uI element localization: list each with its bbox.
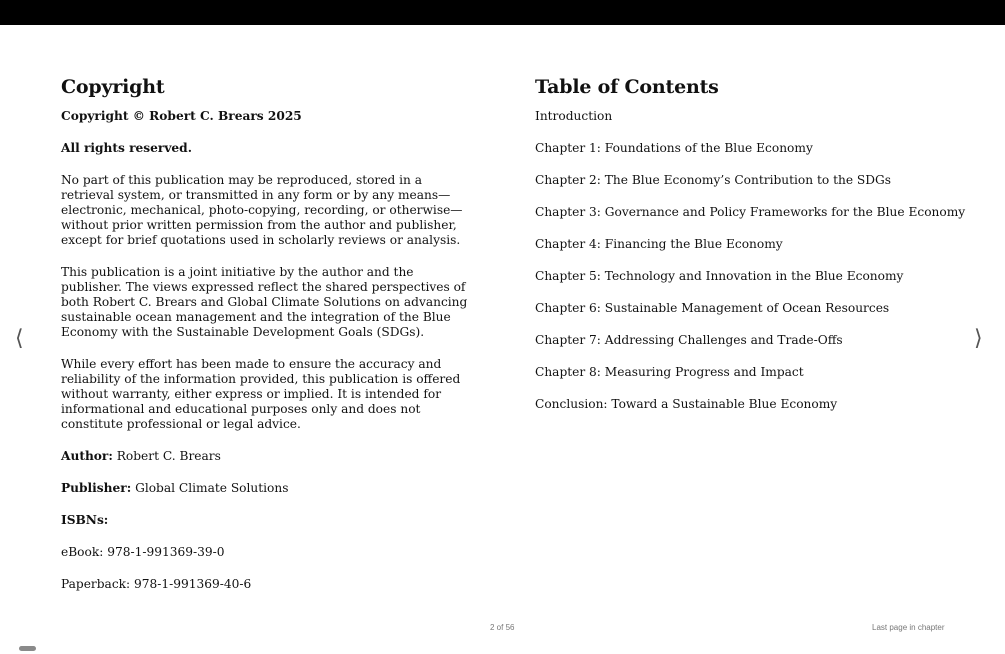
previous-page-button[interactable] (15, 326, 24, 352)
toc-item-chapter-1[interactable]: Chapter 1: Foundations of the Blue Economy (535, 141, 813, 155)
publisher-value: Global Climate Solutions (131, 481, 289, 495)
toc-item-chapter-7[interactable]: Chapter 7: Addressing Challenges and Trade-Offs (535, 333, 843, 347)
chevron-right-icon: ⟩ (974, 326, 983, 351)
toc-item-chapter-5[interactable]: Chapter 5: Technology and Innovation in the Blue Economy (535, 269, 904, 283)
copyright-page (61, 74, 473, 609)
chapter-status: Last page in chapter (872, 623, 945, 632)
copyright-line: Copyright © Robert C. Brears 2025 (61, 109, 302, 123)
initiative-paragraph: This publication is a joint initiative by the author and the publisher. The views expressed reflect the shared perspectives of both Robert C. Brears and Global Climate Solutions on advancing sustainable ocean management and the integration of the Blue Economy with the Sustainable Development Goals (SDGs). (61, 265, 468, 339)
next-page-button[interactable] (974, 326, 983, 352)
toc-item-chapter-4[interactable]: Chapter 4: Financing the Blue Economy (535, 237, 783, 251)
disclaimer-paragraph: While every effort has been made to ensure the accuracy and reliability of the information provided, this publication is offered without warranty, either express or implied. It is intended for informational and educational purposes only and does not constitute professional or legal advice. (61, 357, 461, 431)
ebook-isbn: eBook: 978-1-991369-39-0 (61, 545, 225, 559)
author-line (61, 449, 473, 464)
toc-item-chapter-3[interactable]: Chapter 3: Governance and Policy Frameworks for the Blue Economy (535, 205, 966, 219)
publisher-label: Publisher: (61, 481, 132, 495)
toc-item-introduction[interactable]: Introduction (535, 109, 613, 123)
scroll-handle[interactable] (19, 646, 36, 651)
toc-item-chapter-6[interactable]: Chapter 6: Sustainable Management of Ocean Resources (535, 301, 890, 315)
toc-item-chapter-8[interactable]: Chapter 8: Measuring Progress and Impact (535, 365, 804, 379)
toc-title: Table of Contents (535, 76, 719, 98)
chevron-left-icon: ⟨ (15, 326, 24, 351)
rights-statement: All rights reserved. (61, 141, 192, 155)
window-top-bar (0, 0, 1005, 25)
toc-item-chapter-2[interactable]: Chapter 2: The Blue Economy’s Contribution to the SDGs (535, 173, 892, 187)
publisher-line (61, 481, 473, 496)
author-value: Robert C. Brears (112, 449, 221, 463)
author-label: Author: (61, 449, 113, 463)
isbn-label: ISBNs: (61, 513, 109, 527)
reproduction-paragraph: No part of this publication may be reproduced, stored in a retrieval system, or transmitted in any form or by any means—electronic, mechanical, photo-copying, recording, or otherwise—without prior written permission from the author and publisher, except for brief quotations used in scholarly reviews or analysis. (61, 173, 463, 247)
table-of-contents-page (535, 74, 966, 429)
paperback-isbn: Paperback: 978-1-991369-40-6 (61, 577, 252, 591)
toc-item-conclusion[interactable]: Conclusion: Toward a Sustainable Blue Economy (535, 397, 838, 411)
page-indicator: 2 of 56 (490, 623, 515, 632)
page-title: Copyright (61, 76, 165, 98)
